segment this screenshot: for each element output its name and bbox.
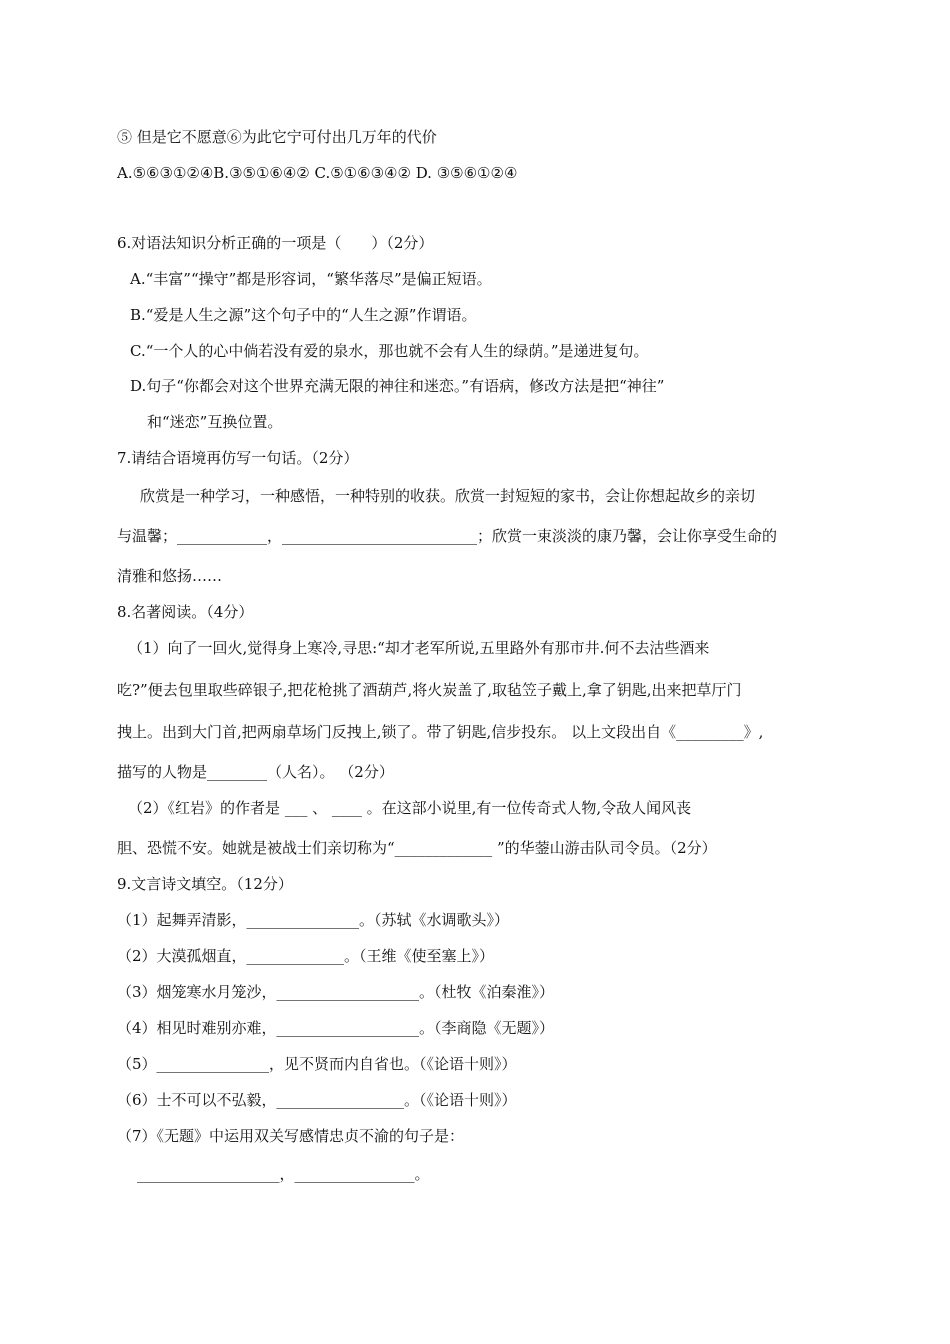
q8-part1-line-2: 吃?”便去包里取些碎银子,把花枪挑了酒葫芦,将火炭盖了,取毡笠子戴上,拿了钥匙,出来把草厅门	[117, 681, 742, 699]
q7-stem: 7.请结合语境再仿写一句话。（2分）	[117, 449, 359, 467]
q9-item-5: （5）_______________，见不贤而内自省也。（《论语十则》）	[117, 1055, 517, 1073]
q8-stem: 8.名著阅读。（4分）	[117, 603, 254, 621]
q5-answer-options: A.⑤⑥③①②④B.③⑤①⑥④② C.⑤①⑥③④② D. ③⑤⑥①②④	[117, 164, 518, 182]
q6-option-a: A.“丰富”“操守”都是形容词，“繁华落尽”是偏正短语。	[130, 270, 492, 288]
q6-stem: 6.对语法知识分析正确的一项是（ ）（2分）	[117, 234, 434, 252]
q8-part2-line-2: 胆、恐慌不安。她就是被战士们亲切称为“_____________ ”的华蓥山游击队司令员。（2分）	[117, 839, 717, 857]
q9-item-2: （2）大漠孤烟直，_____________。（王维《使至塞上》）	[117, 947, 495, 965]
q7-paragraph-line-3: 清雅和悠扬……	[117, 567, 223, 585]
q9-item-1: （1）起舞弄清影，_______________。（苏轼《水调歌头》）	[117, 911, 510, 929]
q9-item-7: （7）《无题》中运用双关写感情忠贞不渝的句子是：	[117, 1127, 465, 1145]
q6-option-c: C.“一个人的心中倘若没有爱的泉水，那也就不会有人生的绿荫。”是递进复句。	[130, 342, 649, 360]
q5-option-line-5-6: ⑤ 但是它不愿意⑥为此它宁可付出几万年的代价	[117, 128, 437, 146]
q6-option-d-continued: 和“迷恋”互换位置。	[147, 413, 283, 431]
q9-item-6: （6）士不可以不弘毅，_________________。（《论语十则》）	[117, 1091, 517, 1109]
q8-part1-line-3: 拽上。出到大门首,把两扇草场门反拽上,锁了。带了钥匙,信步投东。 以上文段出自《_________》,	[117, 723, 764, 741]
q8-part2-line-1: （2）《红岩》的作者是 ___ 、 ____ 。在这部小说里,有一位传奇式人物,令敌人闻风丧	[128, 799, 692, 817]
q6-option-b: B.“爱是人生之源”这个句子中的“人生之源”作谓语。	[130, 306, 477, 324]
q7-paragraph-line-1: 欣赏是一种学习，一种感悟，一种特别的收获。欣赏一封短短的家书，会让你想起故乡的亲切	[140, 487, 756, 505]
q9-item-3: （3）烟笼寒水月笼沙，___________________。（杜牧《泊秦淮》）	[117, 983, 555, 1001]
q9-item-7-blanks: ___________________，________________。	[137, 1165, 430, 1183]
q8-part1-line-4: 描写的人物是________（人名）。 （2分）	[117, 763, 394, 781]
q9-stem: 9.文言诗文填空。（12分）	[117, 875, 293, 893]
q7-paragraph-line-2: 与温馨；____________，__________________________；欣赏一束淡淡的康乃馨，会让你享受生命的	[117, 527, 778, 545]
q9-item-4: （4）相见时难别亦难，___________________。（李商隐《无题》）	[117, 1019, 555, 1037]
q6-option-d: D.句子“你都会对这个世界充满无限的神往和迷恋。”有语病，修改方法是把“神往”	[130, 377, 665, 395]
q8-part1-line-1: （1）向了一回火,觉得身上寒冷,寻思:“却才老军所说,五里路外有那市井.何不去沽些酒来	[128, 639, 710, 657]
